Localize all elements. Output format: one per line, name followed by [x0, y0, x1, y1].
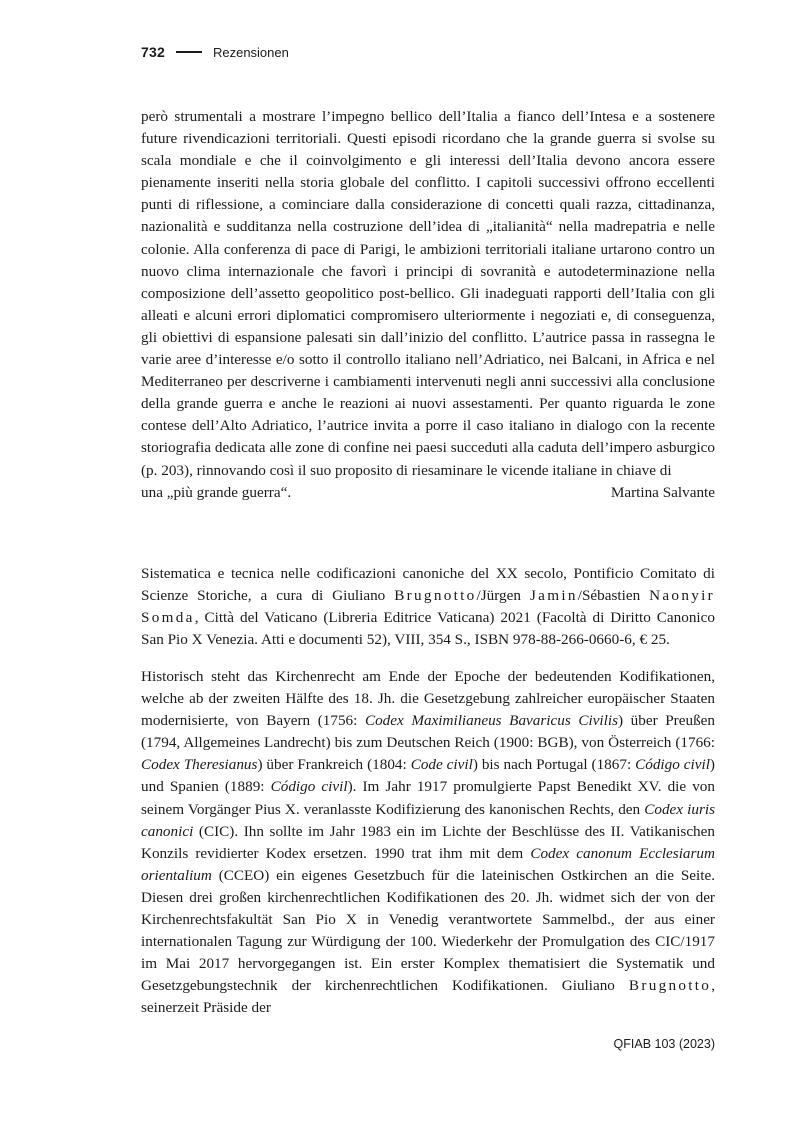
new-review-paragraph	[141, 666, 715, 1020]
bib-title: Sistematica e tecnica nelle codificazioni canoniche del XX secolo, Pontificio Comitato di Scienze Storiche, a cura di Giuliano	[141, 565, 715, 605]
page-number: 732	[141, 44, 165, 60]
editor-name-naonyir-somda: Naonyir Somda	[141, 587, 715, 627]
bib-separator: /Jürgen	[476, 587, 530, 605]
review-ending-paragraph	[141, 106, 715, 504]
text-run: ) und Spanien (1889:	[141, 756, 715, 796]
text-run: ) bis nach Portugal (1867:	[472, 756, 636, 774]
text-run: (CIC). Ihn sollte im Jahr 1983 ein im Lichte der Beschlüsse des II. Vatikanischen Konzils revidierter Kodex ersetzen. 1990 trat ihm mit dem	[141, 822, 715, 862]
bib-publication-details: , Città del Vaticano (Libreria Editrice Vaticana) 2021 (Facoltà di Diritto Canonico San Pio X Venezia. Atti e documenti 52), VIII, 354 S., ISBN 978-88-266-0660-6, € 25.	[141, 609, 715, 649]
italic-title: Código civil	[270, 778, 348, 796]
text-run: ) über Preußen (1794, Allgemeines Landrecht) bis zum Deutschen Reich (1900: BGB), von Österreich (1766:	[141, 712, 716, 752]
bib-separator: /Sébastien	[577, 587, 650, 605]
text-run: ). Im Jahr 1917 promulgierte Papst Benedikt XV. die von seinem Vorgänger Pius X. veranlasste Kodifizierung des kanonischen Rechts, den	[141, 778, 715, 818]
running-title: Rezensionen	[212, 44, 289, 60]
text-run: Historisch steht das Kirchenrecht am Ende der Epoche der bedeutenden Kodifikationen, welche ab der zweiten Hälfte des 18. Jh. die Gesetzgebung zahlreicher europäischer Staaten modernisierte, von Bayern (1756:	[141, 668, 715, 730]
text-run: (CCEO) ein eigenes Gesetzbuch für die lateinischen Ostkirchen an die Seite. Diesen drei großen kirchenrechtlichen Kodifikationen des 20. Jh. widmet sich der von der Kirchenrechtsfakultät San Pio X in Venedig verantwortete Sammelbd., der aus einer internationalen Tagung zur Würdigung der 100. Wiederkehr der Promulgation des CIC/1917 im Mai 2017 hervorgegangen ist. Ein erster Komplex thematisiert die Systematik und Gesetzgebungstechnik der kirchenrechtlichen Kodifikationen. Giuliano	[141, 866, 715, 995]
editor-name-jamin: Jamin	[529, 587, 578, 605]
italic-title: Codex Maximilianeus Bavaricus Civilis	[364, 712, 619, 730]
running-header	[141, 44, 289, 60]
italic-title: Código civil	[635, 756, 710, 774]
review-ending-text: però strumentali a mostrare l’impegno bellico dell’Italia a fianco dell’Intesa e a sostenere future rivendicazioni territoriali. Questi episodi ricordano che la grande guerra si svolse su scala mondiale e che il coinvolgimento e gli interessi dell’Italia devono ancora essere pienamente inseriti nella storia globale del conflitto. I capitoli successivi offrono eccellenti punti di riflessione, a cominciare dalla considerazione di concetti quali razza, cittadinanza, nazionalità e sudditanza nella costruzione dell’idea di „italianità“ nella madrepatria e nelle colonie. Alla conferenza di pace di Parigi, le ambizioni territoriali italiane urtarono contro un nuovo clima internazionale che favorì i principi di sovranità e autodeterminazione nella composizione dell’assetto geopolitico post-bellico. Gli inadeguati rapporti dell’Italia con gli alleati e alcuni errori diplomatici compromisero ulteriormente i negoziati e, di conseguenza, gli obiettivi di espansione palesati sin dall’inizio del conflitto. L’autrice passa in rassegna le varie aree d’interesse e/o sotto il controllo italiano nell’Adriatico, nei Balcani, in Africa e nel Mediterraneo per descriverne i cambiamenti intervenuti negli anni successivi alla conclusione della grande guerra e anche le reazioni ai nuovi assestamenti. Per quanto riguarda le zone contese dell’Alto Adriatico, l’autrice invita a porre il caso italiano in dialogo con la recente storiografia dedicata alle zone di confine nei paesi succeduti alla caduta dell’impero asburgico (p. 203), rinnovando così il suo proposito di riesaminare le vicende italiane in chiave di	[141, 108, 715, 479]
text-run: ) über Frankreich (1804:	[257, 756, 411, 774]
editor-name-brugnotto: Brugnotto	[394, 587, 477, 605]
review-last-line	[141, 482, 715, 504]
bibliographic-text	[141, 563, 715, 651]
text-run: , seinerzeit Präside der	[141, 977, 715, 1017]
bibliographic-entry	[141, 563, 715, 651]
journal-footer: QFIAB 103 (2023)	[613, 1037, 715, 1051]
author-name-brugnotto: Brugnotto	[628, 977, 712, 995]
italic-title: Code civil	[410, 756, 473, 774]
reviewer-name: Martina Salvante	[610, 483, 715, 501]
header-rule	[176, 51, 202, 53]
review-closing-words: una „più grande guerra“.	[141, 483, 292, 501]
italic-title: Codex Theresianus	[141, 756, 258, 774]
italic-title: Codex iuris canonici	[141, 800, 715, 840]
new-review-text	[141, 666, 715, 1020]
italic-title: Codex canonum Ecclesiarum orientalium	[141, 844, 715, 884]
